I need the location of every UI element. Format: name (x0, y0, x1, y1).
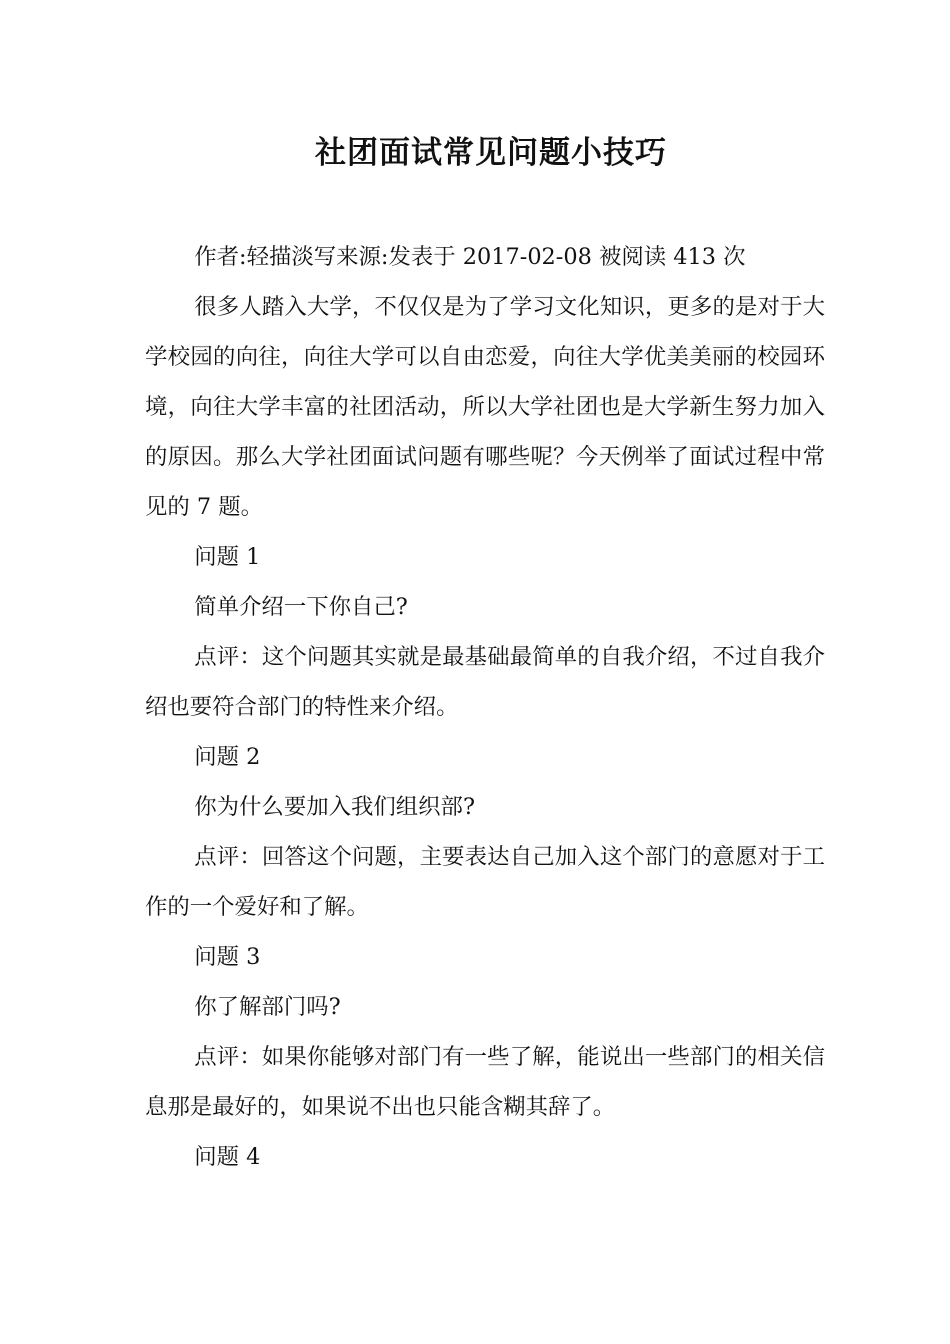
document-body (145, 232, 825, 1182)
intro-paragraph: 很多人踏入大学，不仅仅是为了学习文化知识，更多的是对于大学校园的向往，向往大学可以自由恋爱，向往大学优美美丽的校园环境，向往大学丰富的社团活动，所以大学社团也是大学新生努力加入的原因。那么大学社团面试问题有哪些呢？今天例举了面试过程中常见的 7 题。 (145, 294, 825, 520)
question-heading: 问题 2 (194, 744, 261, 770)
question-text: 你了解部门吗? (194, 994, 341, 1020)
question-text: 你为什么要加入我们组织部? (194, 794, 475, 820)
question-text: 简单介绍一下你自己? (194, 594, 408, 620)
document-title: 社团面试常见问题小技巧 (315, 135, 667, 171)
article-meta: 作者:轻描淡写来源:发表于 2017-02-08 被阅读 413 次 (194, 244, 746, 270)
question-heading: 问题 3 (194, 944, 261, 970)
question-comment: 点评：如果你能够对部门有一些了解，能说出一些部门的相关信息那是最好的，如果说不出也只能含糊其辞了。 (145, 1044, 825, 1120)
question-comment: 点评：这个问题其实就是最基础最简单的自我介绍，不过自我介绍也要符合部门的特性来介绍。 (145, 644, 825, 720)
question-heading: 问题 1 (194, 544, 261, 570)
question-comment: 点评：回答这个问题，主要表达自己加入这个部门的意愿对于工作的一个爱好和了解。 (145, 844, 825, 920)
question-heading: 问题 4 (194, 1144, 261, 1170)
